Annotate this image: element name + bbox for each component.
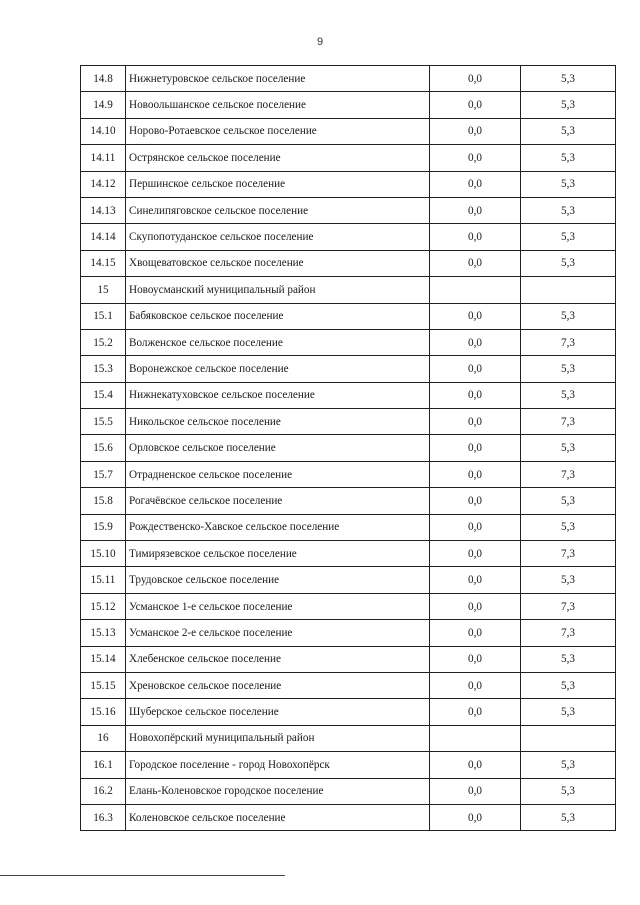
value-column-1: 0,0 <box>430 250 521 276</box>
row-number: 15.1 <box>81 303 126 329</box>
settlement-name: Хреновское сельское поселение <box>126 672 430 698</box>
value-column-1: 0,0 <box>430 804 521 830</box>
settlement-name: Шуберское сельское поселение <box>126 699 430 725</box>
settlements-table <box>80 65 616 831</box>
settlement-name: Острянское сельское поселение <box>126 145 430 171</box>
row-number: 14.8 <box>81 66 126 92</box>
table-row <box>81 620 616 646</box>
value-column-2: 5,3 <box>521 92 616 118</box>
table-row <box>81 646 616 672</box>
value-column-1: 0,0 <box>430 329 521 355</box>
row-number: 15.10 <box>81 541 126 567</box>
table-row <box>81 171 616 197</box>
value-column-1: 0,0 <box>430 303 521 329</box>
row-number: 14.10 <box>81 118 126 144</box>
settlement-name: Першинское сельское поселение <box>126 171 430 197</box>
value-column-2: 5,3 <box>521 672 616 698</box>
row-number: 15.12 <box>81 593 126 619</box>
settlement-name: Тимирязевское сельское поселение <box>126 541 430 567</box>
table-row <box>81 725 616 751</box>
value-column-2: 5,3 <box>521 224 616 250</box>
settlement-name: Хвощеватовское сельское поселение <box>126 250 430 276</box>
settlement-name: Городское поселение - город Новохопёрск <box>126 752 430 778</box>
settlement-name: Рождественско-Хавское сельское поселение <box>126 514 430 540</box>
value-column-2: 5,3 <box>521 356 616 382</box>
table-row <box>81 197 616 223</box>
row-number: 14.12 <box>81 171 126 197</box>
table-row <box>81 593 616 619</box>
value-column-2: 5,3 <box>521 488 616 514</box>
settlement-name: Синелипяговское сельское поселение <box>126 197 430 223</box>
value-column-2: 5,3 <box>521 303 616 329</box>
settlement-name: Скупопотуданское сельское поселение <box>126 224 430 250</box>
value-column-1: 0,0 <box>430 672 521 698</box>
settlement-name: Хлебенское сельское поселение <box>126 646 430 672</box>
value-column-2: 7,3 <box>521 461 616 487</box>
settlement-name: Воронежское сельское поселение <box>126 356 430 382</box>
value-column-1: 0,0 <box>430 197 521 223</box>
row-number: 15.3 <box>81 356 126 382</box>
table-row <box>81 804 616 830</box>
row-number: 15.14 <box>81 646 126 672</box>
value-column-2: 5,3 <box>521 435 616 461</box>
row-number: 15.15 <box>81 672 126 698</box>
value-column-1: 0,0 <box>430 778 521 804</box>
value-column-1: 0,0 <box>430 435 521 461</box>
value-column-2: 5,3 <box>521 646 616 672</box>
footnote-divider <box>0 875 285 876</box>
row-number: 14.13 <box>81 197 126 223</box>
table-row <box>81 778 616 804</box>
row-number: 14.14 <box>81 224 126 250</box>
row-number: 15.11 <box>81 567 126 593</box>
row-number: 16 <box>81 725 126 751</box>
value-column-2: 5,3 <box>521 250 616 276</box>
value-column-2: 7,3 <box>521 329 616 355</box>
value-column-1: 0,0 <box>430 461 521 487</box>
settlement-name: Норово-Ротаевское сельское поселение <box>126 118 430 144</box>
value-column-2: 5,3 <box>521 514 616 540</box>
row-number: 15.4 <box>81 382 126 408</box>
table-row <box>81 118 616 144</box>
value-column-2: 5,3 <box>521 118 616 144</box>
row-number: 15.5 <box>81 409 126 435</box>
row-number: 15.6 <box>81 435 126 461</box>
table-row <box>81 435 616 461</box>
value-column-1 <box>430 725 521 751</box>
table-row <box>81 356 616 382</box>
value-column-1: 0,0 <box>430 356 521 382</box>
value-column-1: 0,0 <box>430 567 521 593</box>
table-row <box>81 488 616 514</box>
row-number: 15.2 <box>81 329 126 355</box>
value-column-1: 0,0 <box>430 752 521 778</box>
value-column-2: 5,3 <box>521 145 616 171</box>
value-column-1: 0,0 <box>430 541 521 567</box>
value-column-2: 7,3 <box>521 620 616 646</box>
value-column-1: 0,0 <box>430 514 521 540</box>
value-column-2: 5,3 <box>521 66 616 92</box>
value-column-1: 0,0 <box>430 593 521 619</box>
row-number: 15.9 <box>81 514 126 540</box>
settlement-name: Орловское сельское поселение <box>126 435 430 461</box>
settlement-name: Усманское 2-е сельское поселение <box>126 620 430 646</box>
value-column-2: 7,3 <box>521 409 616 435</box>
value-column-1: 0,0 <box>430 646 521 672</box>
value-column-2: 5,3 <box>521 699 616 725</box>
settlement-name: Рогачёвское сельское поселение <box>126 488 430 514</box>
value-column-1: 0,0 <box>430 620 521 646</box>
settlement-name: Новохопёрский муниципальный район <box>126 725 430 751</box>
table-row <box>81 541 616 567</box>
value-column-2 <box>521 725 616 751</box>
table-row <box>81 409 616 435</box>
table-row <box>81 672 616 698</box>
value-column-2: 5,3 <box>521 197 616 223</box>
table-row <box>81 92 616 118</box>
value-column-2: 7,3 <box>521 593 616 619</box>
row-number: 14.11 <box>81 145 126 171</box>
table-row <box>81 145 616 171</box>
value-column-2: 5,3 <box>521 778 616 804</box>
value-column-1: 0,0 <box>430 118 521 144</box>
settlement-name: Волженское сельское поселение <box>126 329 430 355</box>
value-column-2: 5,3 <box>521 804 616 830</box>
value-column-1: 0,0 <box>430 66 521 92</box>
table-row <box>81 277 616 303</box>
table-body <box>81 66 616 831</box>
page-number: 9 <box>316 36 324 48</box>
value-column-1: 0,0 <box>430 145 521 171</box>
settlement-name: Коленовское сельское поселение <box>126 804 430 830</box>
table-row <box>81 224 616 250</box>
settlement-name: Отрадненское сельское поселение <box>126 461 430 487</box>
value-column-1 <box>430 277 521 303</box>
value-column-2: 5,3 <box>521 567 616 593</box>
row-number: 15.7 <box>81 461 126 487</box>
table-row <box>81 329 616 355</box>
row-number: 15 <box>81 277 126 303</box>
table-row <box>81 752 616 778</box>
table-row <box>81 567 616 593</box>
row-number: 15.16 <box>81 699 126 725</box>
settlement-name: Бабяковское сельское поселение <box>126 303 430 329</box>
table-row <box>81 382 616 408</box>
value-column-1: 0,0 <box>430 699 521 725</box>
table-row <box>81 303 616 329</box>
row-number: 15.8 <box>81 488 126 514</box>
table-row <box>81 250 616 276</box>
row-number: 16.1 <box>81 752 126 778</box>
table-row <box>81 514 616 540</box>
row-number: 16.3 <box>81 804 126 830</box>
table-row <box>81 699 616 725</box>
row-number: 16.2 <box>81 778 126 804</box>
value-column-1: 0,0 <box>430 409 521 435</box>
row-number: 15.13 <box>81 620 126 646</box>
settlement-name: Никольское сельское поселение <box>126 409 430 435</box>
settlement-name: Усманское 1-е сельское поселение <box>126 593 430 619</box>
row-number: 14.15 <box>81 250 126 276</box>
settlement-name: Новоусманский муниципальный район <box>126 277 430 303</box>
row-number: 14.9 <box>81 92 126 118</box>
value-column-1: 0,0 <box>430 224 521 250</box>
value-column-2 <box>521 277 616 303</box>
value-column-2: 7,3 <box>521 541 616 567</box>
value-column-1: 0,0 <box>430 171 521 197</box>
value-column-1: 0,0 <box>430 488 521 514</box>
value-column-2: 5,3 <box>521 752 616 778</box>
value-column-2: 5,3 <box>521 382 616 408</box>
settlement-name: Новоольшанское сельское поселение <box>126 92 430 118</box>
settlement-name: Нижнетуровское сельское поселение <box>126 66 430 92</box>
value-column-2: 5,3 <box>521 171 616 197</box>
settlement-name: Елань-Коленовское городское поселение <box>126 778 430 804</box>
table-row <box>81 461 616 487</box>
settlement-name: Трудовское сельское поселение <box>126 567 430 593</box>
value-column-1: 0,0 <box>430 92 521 118</box>
settlement-name: Нижнекатуховское сельское поселение <box>126 382 430 408</box>
value-column-1: 0,0 <box>430 382 521 408</box>
table-row <box>81 66 616 92</box>
